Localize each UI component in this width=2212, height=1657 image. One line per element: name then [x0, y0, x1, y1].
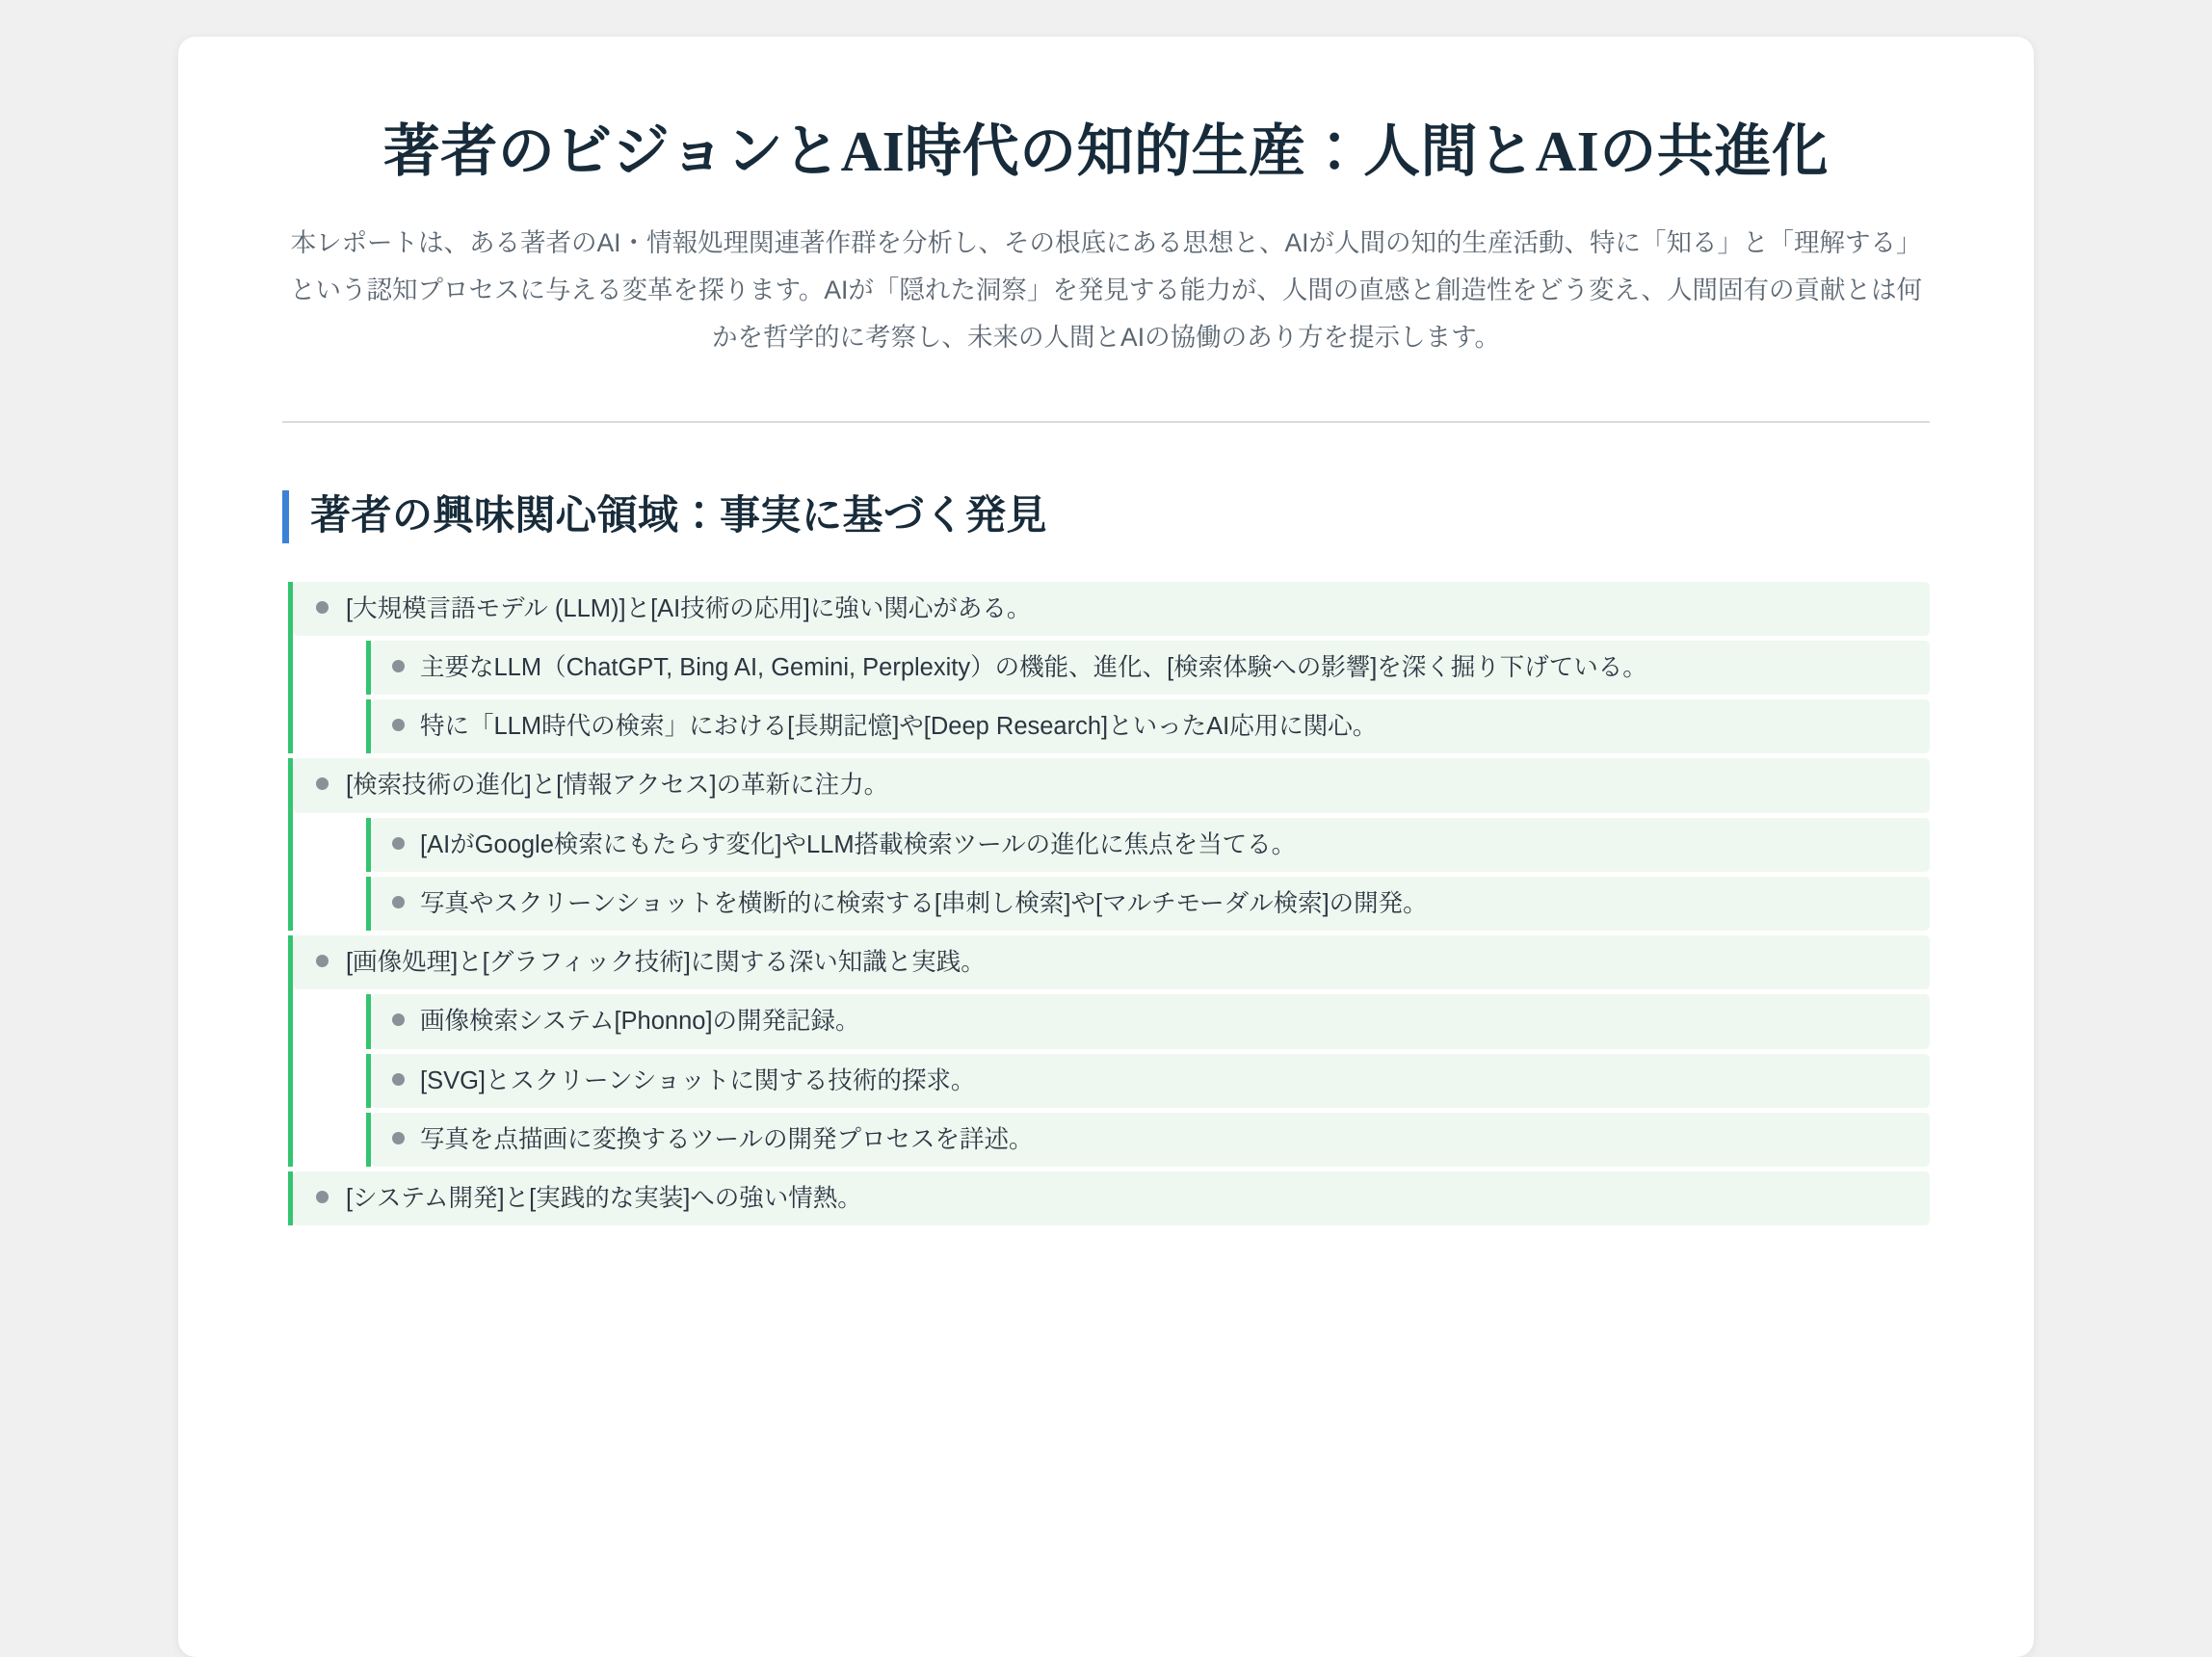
bullet-icon	[316, 601, 329, 614]
sub-list-item-row	[371, 994, 1930, 1048]
sub-list	[293, 994, 1930, 1167]
bullet-icon	[392, 1132, 405, 1144]
list-item-label: [システム開発]と[実践的な実装]への強い情熱。	[346, 1185, 862, 1213]
bullet-icon	[392, 1013, 405, 1026]
sub-list-item-row	[371, 818, 1930, 872]
sub-list-item-row	[371, 641, 1930, 695]
document-inner	[178, 118, 2034, 1225]
list-item-label: [検索技術の進化]と[情報アクセス]の革新に注力。	[346, 772, 889, 800]
section-heading: 著者の興味関心領域：事実に基づく発見	[282, 490, 1930, 543]
bullet-icon	[316, 1191, 329, 1203]
sub-list-item-label: [SVG]とスクリーンショットに関する技術的探求。	[420, 1066, 976, 1094]
list-item-row	[293, 1171, 1930, 1225]
list-item-label: [大規模言語モデル (LLM)]と[AI技術の応用]に強い関心がある。	[346, 594, 1032, 622]
sub-list-item-label: 写真を点描画に変換するツールの開発プロセスを詳述。	[420, 1125, 1034, 1153]
sub-list-item-label: [AIがGoogle検索にもたらす変化]やLLM搭載検索ツールの進化に焦点を当てる。	[420, 830, 1297, 858]
list-item-row	[293, 758, 1930, 812]
sub-list	[293, 641, 1930, 754]
list-item	[288, 582, 1930, 754]
section-divider	[282, 421, 1930, 423]
sub-list-item	[366, 641, 1930, 695]
sub-list-item-label: 画像検索システム[Phonno]の開発記録。	[420, 1008, 860, 1036]
bullet-icon	[392, 837, 405, 850]
list-item-row	[293, 582, 1930, 636]
bullet-icon	[392, 1073, 405, 1086]
bullet-icon	[392, 896, 405, 908]
sub-list-item	[366, 699, 1930, 753]
list-item-row	[293, 935, 1930, 989]
sub-list-item-row	[371, 1054, 1930, 1108]
list-item	[288, 758, 1930, 931]
bullet-icon	[316, 955, 329, 967]
document-card	[178, 37, 2034, 1657]
bullet-icon	[392, 719, 405, 731]
sub-list-item	[366, 1113, 1930, 1167]
sub-list	[293, 818, 1930, 932]
bullet-icon	[316, 777, 329, 790]
sub-list-item	[366, 877, 1930, 931]
list-item	[288, 935, 1930, 1167]
list-item-label: [画像処理]と[グラフィック技術]に関する深い知識と実践。	[346, 949, 986, 977]
document-summary: 本レポートは、ある著者のAI・情報処理関連著作群を分析し、その根底にある思想と、AIが人間の知的生産活動、特に「知る」と「理解する」という認知プロセスに与える変革を探ります。AIが「隠れた洞察」を発見する能力が、人間の直感と創造性をどう変え、人間固有の貢献とは何かを哲学的に考察し、未来の人間とAIの協働のあり方を提示します。	[289, 227, 1922, 352]
sub-list-item-row	[371, 699, 1930, 753]
bullet-icon	[392, 660, 405, 672]
page-title: 著者のビジョンとAI時代の知的生産：人間とAIの共進化	[382, 119, 1830, 183]
sub-list-item-label: 特に「LLM時代の検索」における[長期記憶]や[Deep Research]といったAI応用に関心。	[420, 713, 1378, 741]
sub-list-item-label: 主要なLLM（ChatGPT, Bing AI, Gemini, Perplexity）の機能、進化、[検索体験への影響]を深く掘り下げている。	[420, 653, 1647, 681]
list-item	[288, 1171, 1930, 1225]
findings-list	[282, 582, 1930, 1226]
sub-list-item	[366, 818, 1930, 872]
sub-list-item-label: 写真やスクリーンショットを横断的に検索する[串刺し検索]や[マルチモーダル検索]の開発。	[420, 889, 1428, 917]
sub-list-item	[366, 1054, 1930, 1108]
sub-list-item-row	[371, 1113, 1930, 1167]
sub-list-item	[366, 994, 1930, 1048]
sub-list-item-row	[371, 877, 1930, 931]
